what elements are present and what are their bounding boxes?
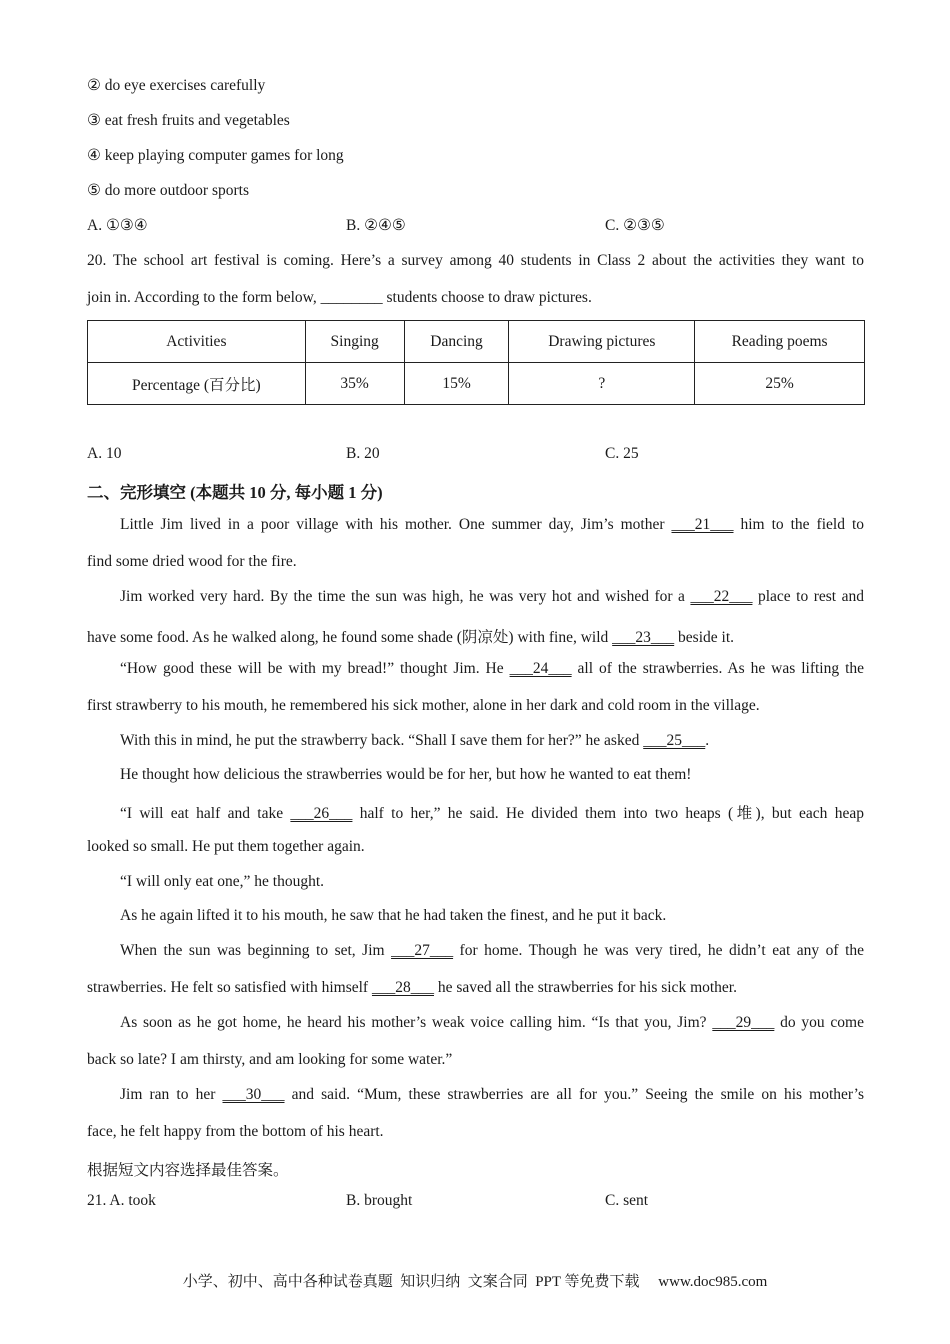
passage-line: face, he felt happy from the bottom of his heart.: [87, 1123, 384, 1140]
table-header-cell: Drawing pictures: [509, 321, 695, 363]
passage-line: As soon as he got home, he heard his mother’s weak voice calling him. “Is that you, Jim? ___29___ do you come: [120, 1014, 864, 1031]
passage-line: looked so small. He put them together again.: [87, 838, 365, 855]
q20-stem-line1: 20. The school art festival is coming. Here’s a survey among 40 students in Class 2 about the activities they want to: [87, 252, 864, 269]
q19-option-c: C. ②③⑤: [605, 217, 665, 234]
blank-22: ___22___: [690, 588, 753, 605]
q21-option-c: C. sent: [605, 1192, 649, 1209]
blank-25: ___25___: [643, 732, 706, 749]
q20-option-b: B. 20: [346, 445, 380, 462]
table-row: [88, 363, 865, 405]
q19-option-a: A. ①③④: [87, 217, 148, 234]
q19-item-2: ② do eye exercises carefully: [87, 77, 266, 94]
q21-option-a: 21. A. took: [87, 1192, 156, 1209]
table-cell: ?: [509, 363, 695, 405]
instruction-text: 根据短文内容选择最佳答案。: [87, 1162, 289, 1179]
q20-option-a: A. 10: [87, 445, 122, 462]
table-cell: 15%: [404, 363, 509, 405]
blank-23: ___23___: [612, 629, 675, 646]
table-cell: 25%: [695, 363, 865, 405]
blank-21: ___21___: [671, 516, 734, 533]
blank-27: ___27___: [391, 942, 454, 959]
blank-26: ___26___: [290, 805, 353, 822]
table-header-cell: Reading poems: [695, 321, 865, 363]
passage-line: find some dried wood for the fire.: [87, 553, 297, 570]
q20-stem-text-end: students choose to draw pictures.: [382, 289, 592, 306]
section-heading: 二、完形填空 (本题共 10 分, 每小题 1 分): [87, 483, 383, 502]
q19-item-3: ③ eat fresh fruits and vegetables: [87, 112, 290, 129]
table-cell: Percentage (百分比): [88, 363, 306, 405]
blank-29: ___29___: [712, 1014, 775, 1031]
passage-line: When the sun was beginning to set, Jim ___27___ for home. Though he was very tired, he didn’t eat any of the: [120, 942, 865, 959]
q20-option-c: C. 25: [605, 445, 639, 462]
blank-30: ___30___: [222, 1086, 285, 1103]
page-footer: 小学、初中、高中各种试卷真题 知识归纳 文案合同 PPT 等免费下载 www.doc985.com: [182, 1274, 768, 1290]
blank-28: ___28___: [371, 979, 434, 996]
table-header-cell: Singing: [305, 321, 404, 363]
survey-table: [87, 320, 865, 405]
q20-stem-text: join in. According to the form below,: [87, 289, 321, 306]
passage-line: As he again lifted it to his mouth, he saw that he had taken the finest, and he put it back.: [120, 907, 667, 924]
passage-line: He thought how delicious the strawberries would be for her, but how he wanted to eat them!: [120, 766, 692, 783]
q20-stem-line2: [87, 289, 592, 307]
table-header-cell: Activities: [88, 321, 306, 363]
passage-line: “I will only eat one,” he thought.: [120, 873, 325, 890]
table-header-cell: Dancing: [404, 321, 509, 363]
passage-line: strawberries. He felt so satisfied with himself ___28___ he saved all the strawberries for his sick mother.: [87, 979, 737, 996]
q19-option-b: B. ②④⑤: [346, 217, 406, 234]
table-header-row: [88, 321, 865, 363]
q19-item-4: ④ keep playing computer games for long: [87, 147, 344, 164]
passage-line: have some food. As he walked along, he found some shade (阴凉处) with fine, wild ___23___ beside it.: [87, 629, 735, 646]
passage-line: first strawberry to his mouth, he remembered his sick mother, alone in her dark and cold room in the village.: [87, 697, 760, 714]
passage-line: back so late? I am thirsty, and am looking for some water.”: [87, 1051, 453, 1068]
passage-line: “I will eat half and take ___26___ half to her,” he said. He divided them into two heaps (堆), but each heap: [120, 805, 864, 822]
passage-line: “How good these will be with my bread!” thought Jim. He ___24___ all of the strawberries. As he was lifting the: [120, 660, 865, 677]
passage-line: Jim worked very hard. By the time the sun was high, he was very hot and wished for a ___22___ place to rest and: [120, 588, 864, 605]
passage-line: With this in mind, he put the strawberry back. “Shall I save them for her?” he asked ___25___.: [120, 732, 710, 749]
q19-item-5: ⑤ do more outdoor sports: [87, 182, 249, 199]
passage-line: Jim ran to her ___30___ and said. “Mum, these strawberries are all for you.” Seeing the smile on his mother’s: [120, 1086, 864, 1103]
q20-blank: ________: [320, 289, 383, 306]
q21-option-b: B. brought: [346, 1192, 413, 1209]
blank-24: ___24___: [509, 660, 572, 677]
passage-line: Little Jim lived in a poor village with his mother. One summer day, Jim’s mother ___21___ him to the field to: [120, 516, 864, 533]
table-cell: 35%: [305, 363, 404, 405]
